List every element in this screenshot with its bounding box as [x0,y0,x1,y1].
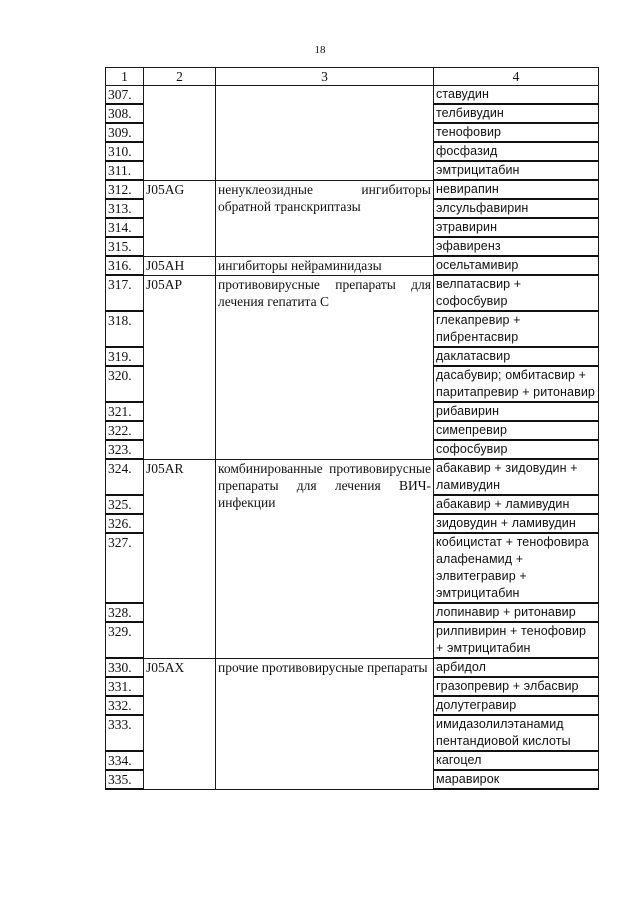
table-row [106,459,599,495]
table-row [106,86,599,105]
row-number: 330. [106,658,144,677]
row-number: 319. [106,347,144,366]
drug-name: маравирок [434,770,599,789]
page-number: 18 [314,44,326,56]
drug-name: ставудин [434,86,599,105]
drug-name: велпатасвир + софосбувир [434,275,599,311]
atc-code: J05AR [144,459,216,658]
table-row [106,180,599,199]
drug-name: глекапревир + пибрентасвир [434,311,599,347]
row-number: 324. [106,459,144,495]
column-header: 1 [106,68,144,86]
atc-code: J05AP [144,275,216,459]
table-row [106,275,599,311]
code-cell [144,86,216,181]
table-row [106,256,599,275]
row-number: 325. [106,495,144,514]
drug-name: невирапин [434,180,599,199]
row-number: 323. [106,440,144,459]
drug-name: эфавиренз [434,237,599,256]
column-header: 4 [434,68,599,86]
column-header: 3 [216,68,434,86]
group-description: ингибиторы нейраминидазы [216,256,434,275]
group-description: ненуклеозидные ингибиторы обратной транскриптазы [216,180,434,256]
drug-table [105,67,599,790]
group-description: комбинированные противовирусные препараты для лечения ВИЧ-инфекции [216,459,434,658]
row-number: 332. [106,696,144,715]
drug-name: рилпивирин + тенофовир + эмтрицитабин [434,622,599,658]
table-row [106,658,599,677]
drug-name: абакавир + зидовудин + ламивудин [434,459,599,495]
atc-code: J05AX [144,658,216,789]
row-number: 309. [106,123,144,142]
drug-name: гразопревир + элбасвир [434,677,599,696]
row-number: 310. [106,142,144,161]
drug-name: тенофовир [434,123,599,142]
atc-code: J05AH [144,256,216,275]
column-header: 2 [144,68,216,86]
drug-name: телбивудин [434,104,599,123]
drug-name: софосбувир [434,440,599,459]
row-number: 335. [106,770,144,789]
row-number: 328. [106,603,144,622]
drug-name: абакавир + ламивудин [434,495,599,514]
row-number: 322. [106,421,144,440]
row-number: 315. [106,237,144,256]
row-number: 314. [106,218,144,237]
drug-name: этравирин [434,218,599,237]
group-description: противовирусные препараты для лечения гепатита С [216,275,434,459]
group-cell [216,86,434,181]
drug-name: долутегравир [434,696,599,715]
row-number: 326. [106,514,144,533]
row-number: 327. [106,533,144,603]
drug-name: имидазолилэтанамид пентандиовой кислоты [434,715,599,751]
row-number: 331. [106,677,144,696]
row-number: 329. [106,622,144,658]
row-number: 308. [106,104,144,123]
drug-name: кобицистат + тенофовира алафенамид + элвитегравир + эмтрицитабин [434,533,599,603]
table-header-row [106,68,599,86]
row-number: 318. [106,311,144,347]
row-number: 307. [106,86,144,105]
row-number: 333. [106,715,144,751]
atc-code: J05AG [144,180,216,256]
row-number: 334. [106,751,144,770]
drug-name: лопинавир + ритонавир [434,603,599,622]
row-number: 317. [106,275,144,311]
drug-name: кагоцел [434,751,599,770]
group-description: прочие противовирусные препараты [216,658,434,789]
row-number: 313. [106,199,144,218]
drug-name: симепревир [434,421,599,440]
drug-name: арбидол [434,658,599,677]
row-number: 321. [106,402,144,421]
drug-name: эмтрицитабин [434,161,599,180]
row-number: 312. [106,180,144,199]
drug-name: зидовудин + ламивудин [434,514,599,533]
drug-name: даклатасвир [434,347,599,366]
drug-name: фосфазид [434,142,599,161]
drug-name: дасабувир; омбитасвир + паритапревир + ритонавир [434,366,599,402]
drug-name: осельтамивир [434,256,599,275]
drug-name: элсульфавирин [434,199,599,218]
row-number: 311. [106,161,144,180]
drug-name: рибавирин [434,402,599,421]
row-number: 320. [106,366,144,402]
row-number: 316. [106,256,144,275]
